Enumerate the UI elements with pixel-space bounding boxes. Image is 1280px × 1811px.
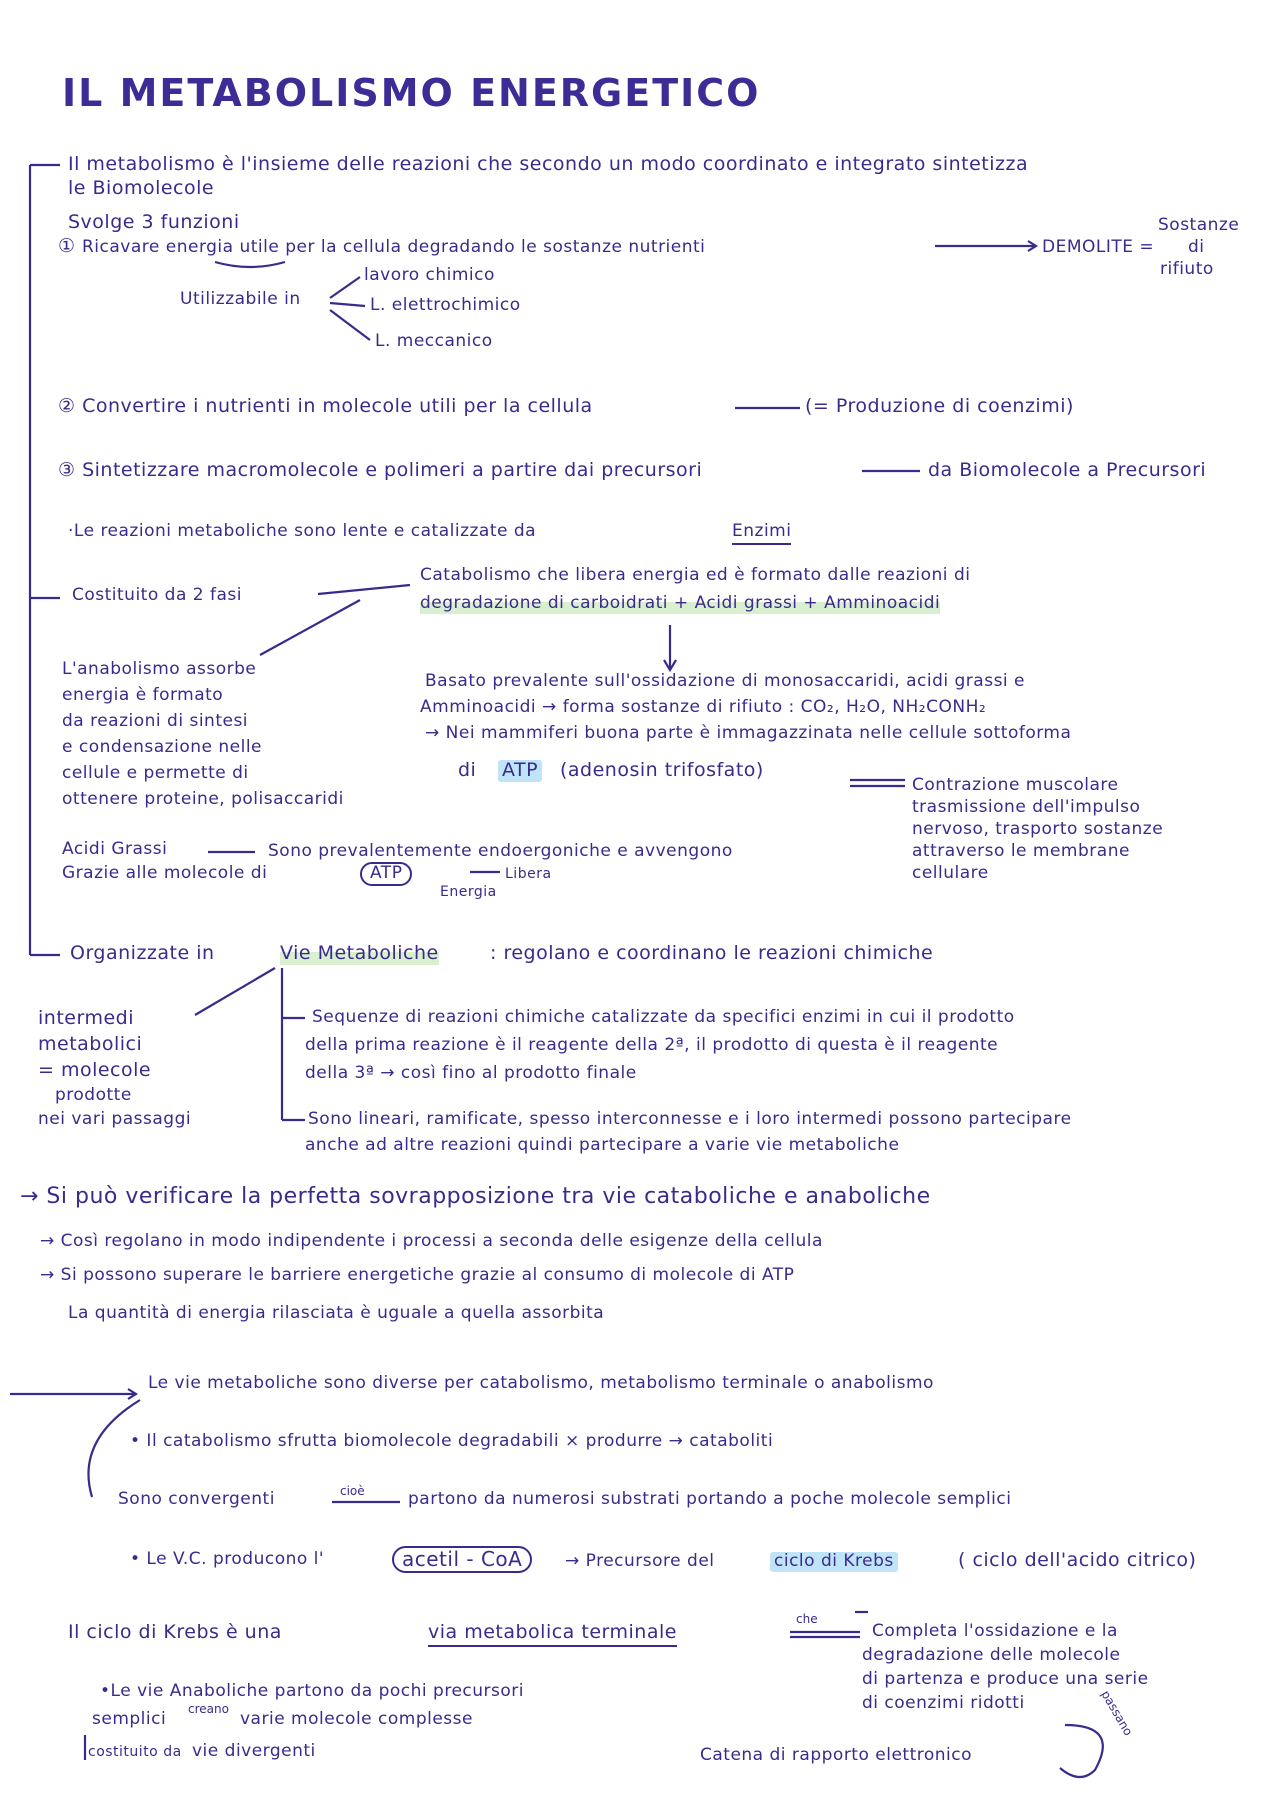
intermediates-4: prodotte bbox=[55, 1085, 132, 1105]
anabolism-line-3: da reazioni di sintesi bbox=[62, 711, 249, 731]
krebs-desc-2: degradazione delle molecole bbox=[862, 1645, 1121, 1665]
overlap-line-2: → Così regolano in modo indipendente i processi a seconda delle esigenze della cellula bbox=[40, 1231, 823, 1251]
endergonic-line: Sono prevalentemente endoergoniche e avvengono bbox=[268, 841, 733, 861]
f2-text: ② Convertire i nutrienti in molecole utili per la cellula bbox=[58, 395, 593, 417]
anabolism-line-6: ottenere proteine, polisaccaridi bbox=[62, 789, 344, 809]
grazie-atp: ATP bbox=[360, 862, 412, 886]
anabolism-line-1: L'anabolismo assorbe bbox=[62, 659, 257, 679]
atp-suffix: (adenosin trifosfato) bbox=[560, 759, 764, 781]
anabolic-line-2b: varie molecole complesse bbox=[240, 1709, 473, 1729]
enzymes-text: ·Le reazioni metaboliche sono lente e catalizzate da bbox=[68, 521, 537, 541]
vc-mid: → Precursore del bbox=[565, 1551, 715, 1571]
anabolic-line-1: •Le vie Anaboliche partono da pochi precursori bbox=[100, 1681, 524, 1701]
page-title: IL METABOLISMO ENERGETICO bbox=[62, 71, 761, 115]
intermediates-5: nei vari passaggi bbox=[38, 1109, 192, 1129]
f1-waste-3: rifiuto bbox=[1160, 259, 1214, 279]
catabolism-line-2: degradazione di carboidrati + Acidi grassi + Amminoacidi bbox=[420, 593, 941, 613]
f1-waste-2: di bbox=[1188, 237, 1205, 257]
krebs-highlight: ciclo di Krebs bbox=[770, 1552, 898, 1572]
anabolism-line-7: Acidi Grassi bbox=[62, 839, 168, 859]
sequence-line-1: Sequenze di reazioni chimiche catalizzate da specifici enzimi in cui il prodotto bbox=[312, 1007, 1015, 1027]
krebs-desc-3: di partenza e produce una serie bbox=[862, 1669, 1149, 1689]
intro-line-2: le Biomolecole bbox=[68, 177, 215, 199]
anabolism-line-2: energia è formato bbox=[62, 685, 224, 705]
pathways-heading-suffix: : regolano e coordinano le reazioni chimiche bbox=[490, 942, 934, 964]
anabolism-line-4: e condensazione nelle bbox=[62, 737, 263, 757]
phases-label: Costituito da 2 fasi bbox=[72, 585, 242, 605]
atp-uses-4: attraverso le membrane bbox=[912, 841, 1130, 861]
f1-usable: Utilizzabile in bbox=[180, 289, 301, 309]
krebs-underlined: via metabolica terminale bbox=[428, 1622, 677, 1647]
electron-chain: Catena di rapporto elettronico bbox=[700, 1745, 973, 1765]
linear-line-1: Sono lineari, ramificate, spesso interconnesse e i loro intermedi possono partecipare bbox=[308, 1109, 1072, 1129]
krebs-che: che bbox=[796, 1612, 818, 1626]
oxidation-line-1: Basato prevalente sull'ossidazione di monosaccaridi, acidi grassi e bbox=[425, 671, 1026, 691]
anabolism-line-5: cellule e permette di bbox=[62, 763, 249, 783]
overlap-line-4: La quantità di energia rilasciata è uguale a quella assorbita bbox=[68, 1303, 605, 1323]
catabolism-line-1: Catabolismo che libera energia ed è formato dalle reazioni di bbox=[420, 565, 971, 585]
vc-prefix: • Le V.C. producono l' bbox=[130, 1549, 325, 1569]
pathways-heading-glow: Vie Metaboliche bbox=[280, 942, 439, 964]
convergent-prefix: Sono convergenti bbox=[118, 1489, 275, 1509]
overlap-line-1: → Si può verificare la perfetta sovrapposizione tra vie cataboliche e anaboliche bbox=[20, 1184, 931, 1209]
convergent-cioe: cioè bbox=[340, 1484, 365, 1498]
f2-result: (= Produzione di coenzimi) bbox=[805, 395, 1074, 417]
diverse-line-2: • Il catabolismo sfrutta biomolecole degradabili × produrre → cataboliti bbox=[130, 1431, 774, 1451]
linear-line-2: anche ad altre reazioni quindi partecipare a varie vie metaboliche bbox=[305, 1135, 900, 1155]
f1-waste-1: Sostanze bbox=[1158, 215, 1240, 235]
grazie-line: Grazie alle molecole di bbox=[62, 863, 268, 883]
atp-word: ATP bbox=[498, 760, 542, 782]
atp-prefix: di bbox=[458, 759, 477, 781]
krebs-desc-4: di coenzimi ridotti bbox=[862, 1693, 1025, 1713]
mammals-line: → Nei mammiferi buona parte è immagazzinata nelle cellule sottoforma bbox=[425, 723, 1072, 743]
libera-1: Libera bbox=[505, 866, 552, 882]
overlap-line-3: → Si possono superare le barriere energetiche grazie al consumo di molecole di ATP bbox=[40, 1265, 795, 1285]
intermediates-3: = molecole bbox=[38, 1059, 152, 1081]
sequence-line-3: della 3ª → così fino al prodotto finale bbox=[305, 1063, 637, 1083]
atp-uses-5: cellulare bbox=[912, 863, 989, 883]
enzymes-word: Enzimi bbox=[732, 522, 791, 545]
intermediates-1: intermedi bbox=[38, 1007, 134, 1029]
atp-uses-3: nervoso, trasporto sostanze bbox=[912, 819, 1164, 839]
f1-number: ① bbox=[58, 235, 76, 257]
functions-label: Svolge 3 funzioni bbox=[68, 211, 240, 233]
atp-uses-1: Contrazione muscolare bbox=[912, 775, 1119, 795]
diverse-line-1: Le vie metaboliche sono diverse per catabolismo, metabolismo terminale o anabolismo bbox=[148, 1373, 934, 1393]
pathways-heading-prefix: Organizzate in bbox=[70, 942, 215, 964]
atp-uses-2: trasmissione dell'impulso bbox=[912, 797, 1141, 817]
f1-work-2: L. elettrochimico bbox=[370, 295, 521, 315]
f1-text: Ricavare energia utile per la cellula degradando le sostanze nutrienti bbox=[82, 237, 706, 257]
oxidation-line-2: Amminoacidi → forma sostanze di rifiuto : CO₂, H₂O, NH₂CONH₂ bbox=[420, 697, 987, 717]
f1-demolite: DEMOLITE = bbox=[1042, 237, 1155, 257]
anabolic-creano: creano bbox=[188, 1702, 229, 1716]
passano-label: passano bbox=[1098, 1687, 1136, 1739]
krebs-desc-1: Completa l'ossidazione e la bbox=[872, 1621, 1118, 1641]
f1-work-1: lavoro chimico bbox=[364, 265, 495, 285]
f3-result: da Biomolecole a Precursori bbox=[928, 459, 1207, 481]
acetil-coa: acetil - CoA bbox=[392, 1546, 532, 1573]
krebs-prefix: Il ciclo di Krebs è una bbox=[68, 1621, 282, 1643]
libera-2: Energia bbox=[440, 884, 497, 900]
convergent-text: partono da numerosi substrati portando a poche molecole semplici bbox=[408, 1489, 1012, 1509]
sequence-line-2: della prima reazione è il reagente della 2ª, il prodotto di questa è il reagente bbox=[305, 1035, 999, 1055]
intro-line-1: Il metabolismo è l'insieme delle reazioni che secondo un modo coordinato e integrato sintetizza bbox=[68, 153, 1029, 175]
divergent-label: vie divergenti bbox=[192, 1741, 316, 1761]
anabolic-line-2a: semplici bbox=[92, 1709, 167, 1729]
f3-text: ③ Sintetizzare macromolecole e polimeri a partire dai precursori bbox=[58, 459, 703, 481]
vc-suffix: ( ciclo dell'acido citrico) bbox=[958, 1549, 1197, 1571]
f1-work-3: L. meccanico bbox=[375, 331, 493, 351]
intermediates-2: metabolici bbox=[38, 1033, 143, 1055]
costituito-label: costituito da bbox=[88, 1744, 182, 1760]
